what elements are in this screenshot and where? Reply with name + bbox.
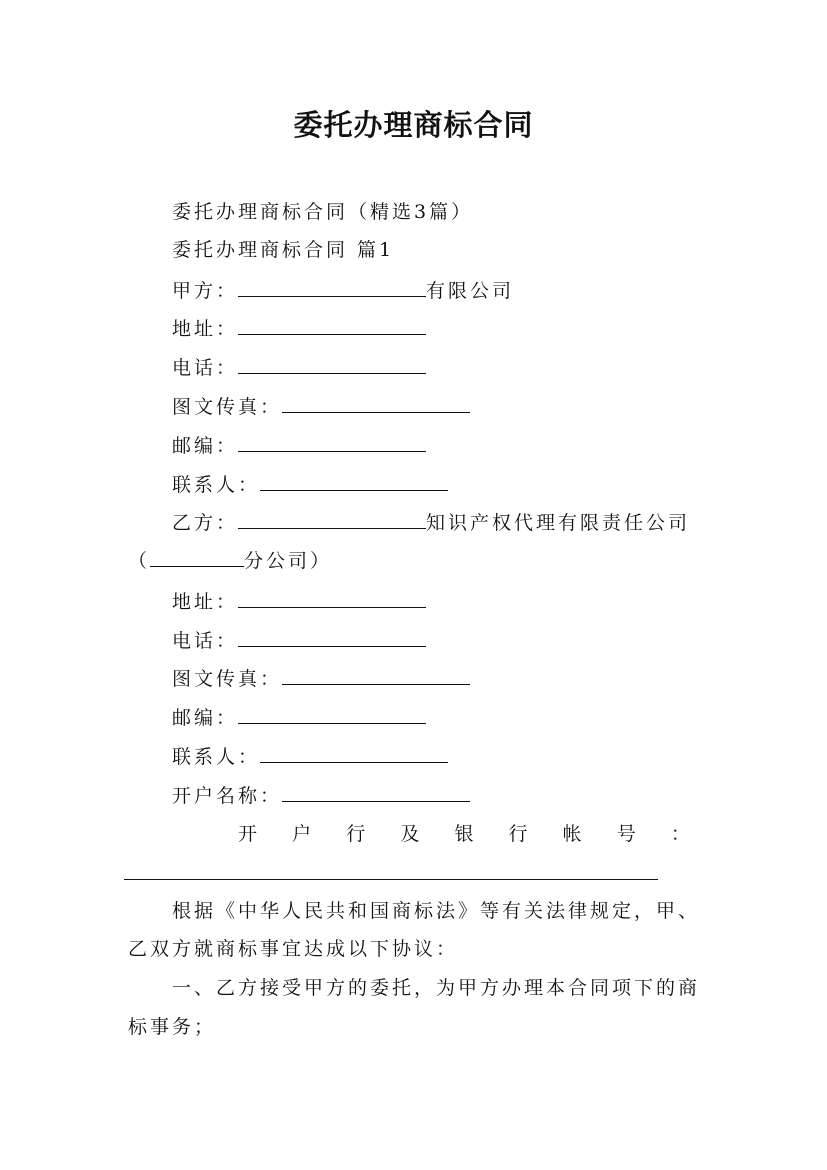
branch-blank: [150, 548, 244, 567]
address2-line: [172, 589, 426, 614]
fax2-label: 图文传真：: [172, 668, 283, 690]
postcode2-line: [172, 705, 426, 730]
fax-line: [172, 394, 470, 419]
party-a-suffix: 有限公司: [426, 280, 515, 302]
bank-account-line: [238, 822, 690, 846]
fax-blank: [282, 394, 470, 413]
fax-label: 图文传真：: [172, 396, 283, 418]
paragraph-2-line-2: 标事务；: [128, 1016, 217, 1038]
bank-char: 及: [400, 823, 420, 845]
branch-suffix: 分公司）: [244, 550, 333, 572]
bank-char: 户: [292, 823, 312, 845]
party-a-line: [172, 278, 514, 303]
bank-char: 行: [508, 823, 528, 845]
account-name-label: 开户名称：: [172, 785, 283, 807]
bank-char: 号: [616, 823, 636, 845]
bank-char: 开: [238, 823, 258, 845]
section-heading: 委托办理商标合同 篇1: [172, 239, 395, 261]
bank-account-blank: [124, 879, 658, 880]
phone2-line: [172, 628, 426, 653]
account-name-blank: [282, 783, 470, 802]
address-label: 地址：: [172, 318, 239, 340]
document-title: 委托办理商标合同: [293, 108, 534, 142]
phone-label: 电话：: [172, 357, 239, 379]
postcode-blank: [238, 433, 426, 452]
paragraph-1-line-2: 乙双方就商标事宜达成以下协议：: [128, 938, 459, 960]
paragraph-1-line-1: 根据《中华人民共和国商标法》等有关法律规定，甲、: [172, 900, 701, 922]
contact2-label: 联系人：: [172, 746, 261, 768]
postcode-label: 邮编：: [172, 435, 239, 457]
branch-line: [128, 548, 332, 573]
postcode2-blank: [238, 705, 426, 724]
postcode-line: [172, 433, 426, 458]
party-b-blank: [238, 510, 426, 529]
contact-line: [172, 472, 448, 497]
address2-label: 地址：: [172, 591, 239, 613]
contact2-line: [172, 744, 448, 769]
contact-label: 联系人：: [172, 474, 261, 496]
address-line: [172, 316, 426, 341]
bank-char: 银: [454, 823, 474, 845]
party-b-label: 乙方：: [172, 512, 239, 534]
contact-blank: [260, 472, 448, 491]
bank-char: 行: [346, 823, 366, 845]
paragraph-2-line-1: 一、乙方接受甲方的委托，为甲方办理本合同项下的商: [172, 977, 701, 999]
party-a-label: 甲方：: [172, 280, 239, 302]
postcode2-label: 邮编：: [172, 707, 239, 729]
bank-char: ：: [670, 823, 690, 845]
account-name-line: [172, 783, 470, 808]
bank-char: 帐: [562, 823, 582, 845]
phone-line: [172, 355, 426, 380]
address-blank: [238, 316, 426, 335]
contact2-blank: [260, 744, 448, 763]
branch-open: （: [128, 550, 151, 572]
phone2-blank: [238, 628, 426, 647]
subtitle: 委托办理商标合同（精选3篇）: [172, 201, 474, 223]
party-b-line: [172, 510, 690, 535]
fax2-line: [172, 666, 470, 691]
fax2-blank: [282, 666, 470, 685]
address2-blank: [238, 589, 426, 608]
party-a-blank: [238, 278, 426, 297]
phone2-label: 电话：: [172, 630, 239, 652]
phone-blank: [238, 355, 426, 374]
party-b-suffix: 知识产权代理有限责任公司: [426, 512, 691, 534]
